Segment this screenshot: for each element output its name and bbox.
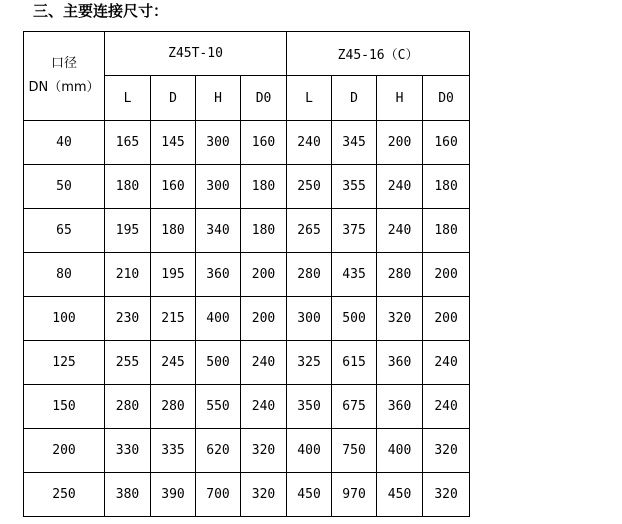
value-cell: 970 xyxy=(332,473,377,517)
value-cell: 280 xyxy=(105,385,151,429)
value-cell: 200 xyxy=(241,297,287,341)
value-cell: 240 xyxy=(423,385,470,429)
dn-cell: 65 xyxy=(24,209,105,253)
value-cell: 500 xyxy=(332,297,377,341)
table-row xyxy=(24,341,470,385)
table-row xyxy=(24,385,470,429)
value-cell: 240 xyxy=(423,341,470,385)
column-header: D0 xyxy=(241,76,287,121)
dn-header-unit: DN（mm） xyxy=(28,80,100,95)
value-cell: 280 xyxy=(287,253,332,297)
column-header: D xyxy=(332,76,377,121)
value-cell: 500 xyxy=(196,341,241,385)
value-cell: 300 xyxy=(196,121,241,165)
value-cell: 280 xyxy=(377,253,423,297)
table-row xyxy=(24,121,470,165)
dn-cell: 40 xyxy=(24,121,105,165)
value-cell: 200 xyxy=(423,253,470,297)
value-cell: 360 xyxy=(377,341,423,385)
value-cell: 165 xyxy=(105,121,151,165)
value-cell: 335 xyxy=(151,429,196,473)
value-cell: 230 xyxy=(105,297,151,341)
dn-cell: 80 xyxy=(24,253,105,297)
value-cell: 245 xyxy=(151,341,196,385)
value-cell: 435 xyxy=(332,253,377,297)
dn-cell: 50 xyxy=(24,165,105,209)
value-cell: 160 xyxy=(151,165,196,209)
value-cell: 240 xyxy=(377,209,423,253)
group-header-z45-16c: Z45-16（C） xyxy=(287,32,470,76)
value-cell: 200 xyxy=(423,297,470,341)
value-cell: 320 xyxy=(241,473,287,517)
value-cell: 360 xyxy=(196,253,241,297)
value-cell: 330 xyxy=(105,429,151,473)
value-cell: 240 xyxy=(287,121,332,165)
value-cell: 325 xyxy=(287,341,332,385)
value-cell: 615 xyxy=(332,341,377,385)
value-cell: 240 xyxy=(377,165,423,209)
value-cell: 450 xyxy=(377,473,423,517)
dn-cell: 125 xyxy=(24,341,105,385)
value-cell: 550 xyxy=(196,385,241,429)
value-cell: 250 xyxy=(287,165,332,209)
value-cell: 240 xyxy=(241,385,287,429)
table-row xyxy=(24,473,470,517)
column-header: L xyxy=(287,76,332,121)
value-cell: 620 xyxy=(196,429,241,473)
value-cell: 400 xyxy=(287,429,332,473)
column-header: D xyxy=(151,76,196,121)
header-row-groups xyxy=(24,32,470,76)
dimensions-table xyxy=(23,31,470,517)
value-cell: 300 xyxy=(287,297,332,341)
value-cell: 450 xyxy=(287,473,332,517)
value-cell: 160 xyxy=(241,121,287,165)
value-cell: 240 xyxy=(241,341,287,385)
value-cell: 700 xyxy=(196,473,241,517)
dn-cell: 200 xyxy=(24,429,105,473)
column-header: D0 xyxy=(423,76,470,121)
value-cell: 380 xyxy=(105,473,151,517)
value-cell: 320 xyxy=(423,473,470,517)
dn-cell: 150 xyxy=(24,385,105,429)
section-heading: 三、主要连接尺寸： xyxy=(33,2,169,20)
dn-header-cell xyxy=(24,32,105,121)
value-cell: 400 xyxy=(196,297,241,341)
value-cell: 180 xyxy=(151,209,196,253)
value-cell: 180 xyxy=(423,165,470,209)
dn-cell: 250 xyxy=(24,473,105,517)
value-cell: 300 xyxy=(196,165,241,209)
value-cell: 280 xyxy=(151,385,196,429)
column-header: H xyxy=(196,76,241,121)
dn-header-label: 口径 xyxy=(50,56,77,71)
value-cell: 355 xyxy=(332,165,377,209)
value-cell: 195 xyxy=(151,253,196,297)
value-cell: 265 xyxy=(287,209,332,253)
column-header: H xyxy=(377,76,423,121)
value-cell: 390 xyxy=(151,473,196,517)
column-header: L xyxy=(105,76,151,121)
value-cell: 200 xyxy=(377,121,423,165)
value-cell: 375 xyxy=(332,209,377,253)
value-cell: 180 xyxy=(423,209,470,253)
value-cell: 400 xyxy=(377,429,423,473)
value-cell: 345 xyxy=(332,121,377,165)
value-cell: 360 xyxy=(377,385,423,429)
table-row xyxy=(24,253,470,297)
value-cell: 350 xyxy=(287,385,332,429)
group-header-z45t-10: Z45T-10 xyxy=(105,32,287,76)
table-row xyxy=(24,209,470,253)
value-cell: 320 xyxy=(241,429,287,473)
dn-cell: 100 xyxy=(24,297,105,341)
table-row xyxy=(24,297,470,341)
value-cell: 195 xyxy=(105,209,151,253)
table-row xyxy=(24,429,470,473)
value-cell: 675 xyxy=(332,385,377,429)
value-cell: 200 xyxy=(241,253,287,297)
value-cell: 750 xyxy=(332,429,377,473)
value-cell: 320 xyxy=(423,429,470,473)
table-row xyxy=(24,165,470,209)
value-cell: 160 xyxy=(423,121,470,165)
value-cell: 340 xyxy=(196,209,241,253)
value-cell: 215 xyxy=(151,297,196,341)
value-cell: 255 xyxy=(105,341,151,385)
value-cell: 180 xyxy=(241,209,287,253)
value-cell: 320 xyxy=(377,297,423,341)
value-cell: 180 xyxy=(241,165,287,209)
value-cell: 180 xyxy=(105,165,151,209)
value-cell: 210 xyxy=(105,253,151,297)
value-cell: 145 xyxy=(151,121,196,165)
